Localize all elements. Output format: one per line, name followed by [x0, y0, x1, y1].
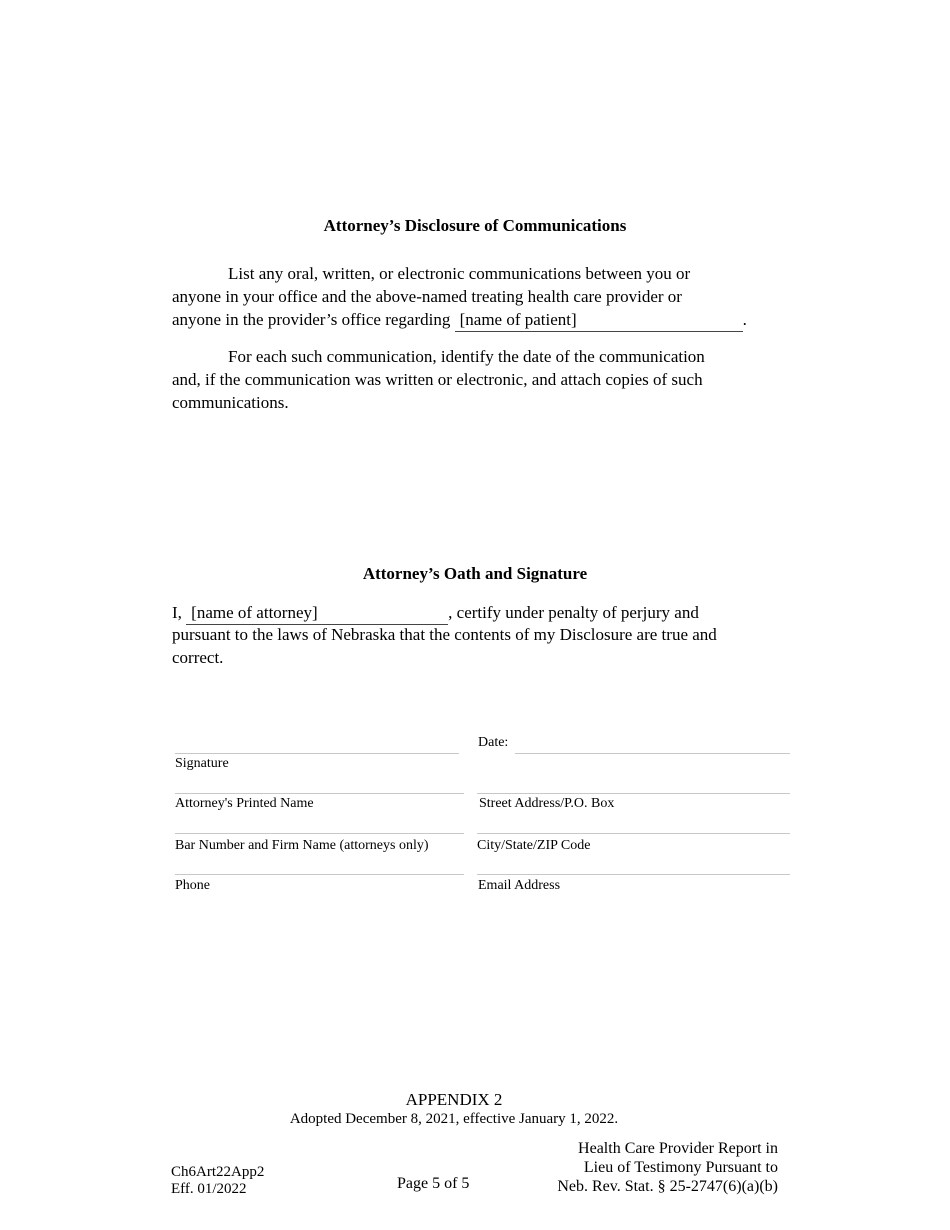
footer-title-line1: Health Care Provider Report in: [578, 1140, 778, 1157]
date-line[interactable]: [515, 753, 790, 754]
footer-title: [557, 1139, 778, 1196]
disclosure-para1-line3-prefix: anyone in the provider’s office regarding: [172, 310, 451, 329]
signature-line[interactable]: [175, 753, 459, 754]
oath-line1: [172, 601, 699, 625]
printed-name-label: Attorney's Printed Name: [175, 796, 314, 811]
oath-line2: pursuant to the laws of Nebraska that the contents of my Disclosure are true and: [172, 625, 717, 644]
email-line[interactable]: [477, 874, 790, 875]
footer-eff: Eff. 01/2022: [171, 1181, 247, 1197]
oath-heading: Attorney’s Oath and Signature: [362, 564, 588, 583]
footer-title-line3: Neb. Rev. Stat. § 25-2747(6)(a)(b): [557, 1178, 778, 1195]
phone-label: Phone: [175, 878, 210, 893]
city-label: City/State/ZIP Code: [477, 838, 591, 853]
city-line[interactable]: [477, 833, 790, 834]
disclosure-para1-line2: anyone in your office and the above-named treating health care provider or: [172, 287, 682, 306]
patient-name-field[interactable]: [name of patient]: [455, 308, 743, 332]
disclosure-para1-line3: [172, 308, 747, 332]
attorney-name-field[interactable]: [name of attorney]: [186, 601, 448, 625]
oath-line3: correct.: [172, 648, 224, 667]
disclosure-para2-line1: For each such communication, identify the date of the communication: [228, 347, 705, 366]
adopted-line: Adopted December 8, 2021, effective January 1, 2022.: [289, 1111, 619, 1127]
disclosure-para2-line2: and, if the communication was written or electronic, and attach copies of such: [172, 370, 703, 389]
footer-title-line2: Lieu of Testimony Pursuant to: [583, 1159, 778, 1176]
footer-code: Ch6Art22App2: [171, 1164, 265, 1180]
page-number: Page 5 of 5: [397, 1175, 470, 1192]
disclosure-para1-line1: List any oral, written, or electronic communications between you or: [228, 264, 691, 283]
street-label: Street Address/P.O. Box: [479, 796, 615, 811]
disclosure-heading: Attorney’s Disclosure of Communications: [323, 216, 627, 235]
bar-firm-line[interactable]: [175, 833, 464, 834]
oath-prefix: I,: [172, 603, 182, 622]
street-line[interactable]: [477, 793, 790, 794]
appendix-label: APPENDIX 2: [405, 1090, 503, 1109]
date-label: Date:: [478, 735, 509, 750]
oath-line1-suffix: , certify under penalty of perjury and: [448, 603, 699, 622]
disclosure-para1-end: .: [742, 310, 747, 329]
printed-name-line[interactable]: [175, 793, 464, 794]
signature-label: Signature: [175, 756, 229, 771]
disclosure-para2-line3: communications.: [172, 393, 289, 412]
email-label: Email Address: [478, 878, 561, 893]
phone-line[interactable]: [175, 874, 464, 875]
bar-firm-label: Bar Number and Firm Name (attorneys only): [175, 838, 429, 853]
